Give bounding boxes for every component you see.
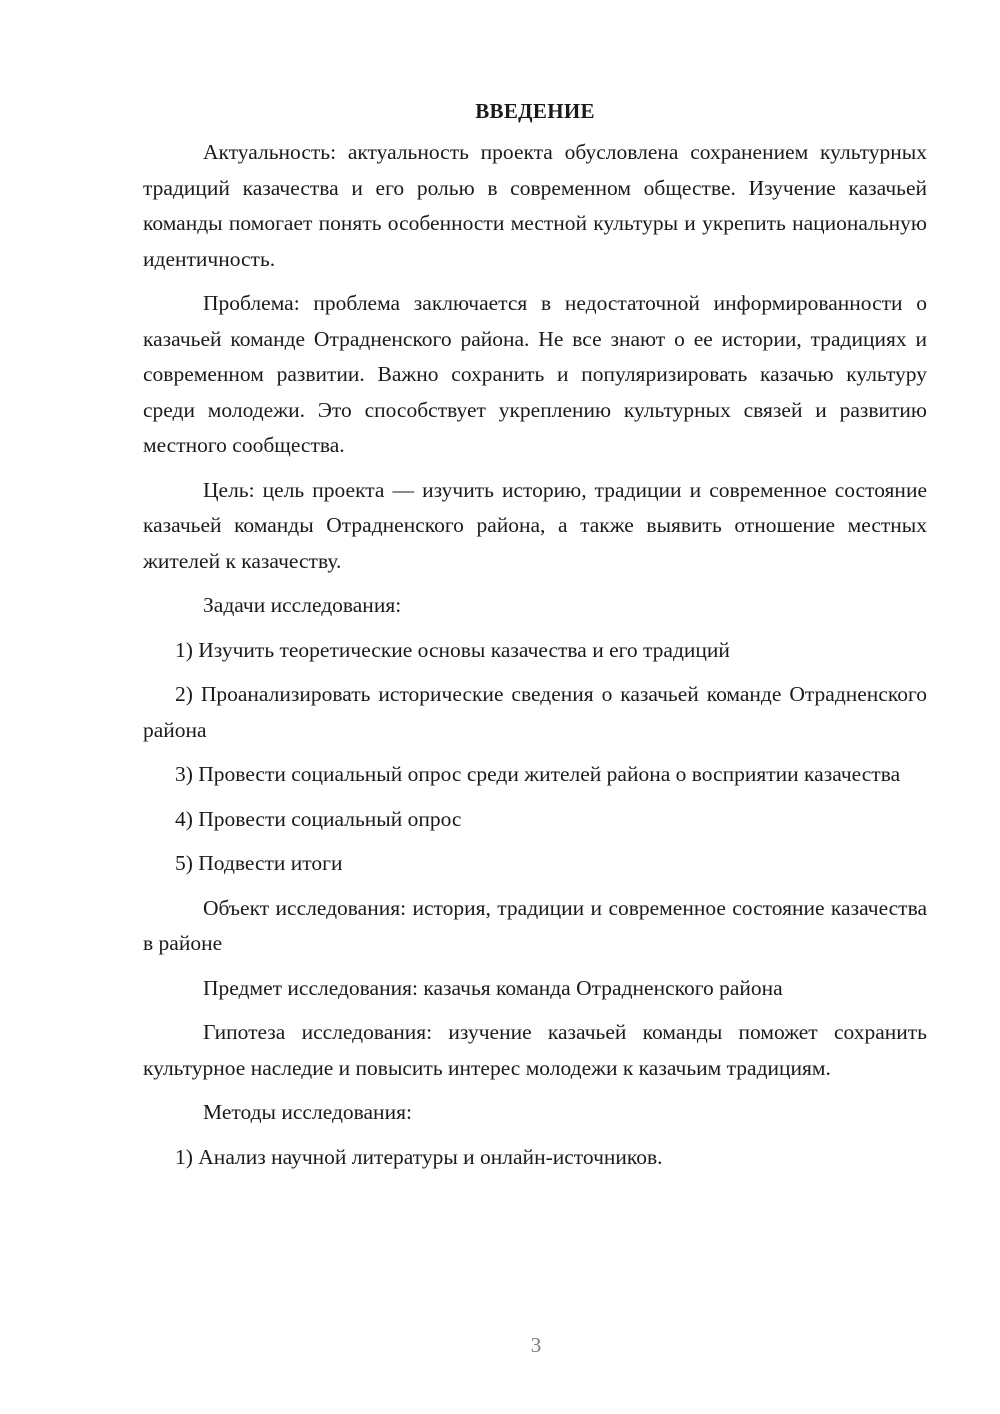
hypothesis-paragraph: Гипотеза исследования: изучение казачьей команды поможет сохранить культурное наследие и повысить интерес молодежи к казачьим традициям.	[143, 1020, 927, 1080]
method-item-1: 1) Анализ научной литературы и онлайн-источников.	[175, 1144, 663, 1169]
section-heading: ВВЕДЕНИЕ	[475, 99, 595, 123]
task-item-3: 3) Провести социальный опрос среди жителей района о восприятии казачества	[175, 762, 901, 786]
goal-paragraph: Цель: цель проекта — изучить историю, традиции и современное состояние казачьей команды Отрадненского района, а также выявить отношение местных жителей к казачеству.	[143, 477, 927, 573]
task-item-2: 2) Проанализировать исторические сведения о казачьей команде Отрадненского района	[143, 682, 927, 742]
page-number: 3	[530, 1333, 542, 1357]
relevance-paragraph: Актуальность: актуальность проекта обусловлена сохранением культурных традиций казачества и его ролью в современном обществе. Изучение казачьей команды помогает понять особенности местной культуры и укрепить национальную идентичность.	[143, 140, 927, 271]
subject-paragraph: Предмет исследования: казачья команда Отрадненского района	[203, 975, 783, 1000]
task-item-5: 5) Подвести итоги	[175, 851, 343, 875]
problem-paragraph: Проблема: проблема заключается в недостаточной информированности о казачьей команде Отрадненского района. Не все знают о ее истории, традициях и современном развитии. Важно сохранить и популяризировать казачью культуру среди молодежи. Это способствует укреплению культурных связей и развитию местного сообщества.	[143, 291, 927, 457]
task-item-1: 1) Изучить теоретические основы казачества и его традиций	[175, 637, 730, 662]
object-paragraph: Объект исследования: история, традиции и современное состояние казачества в районе	[143, 895, 927, 955]
task-item-4: 4) Провести социальный опрос	[175, 806, 462, 831]
document-page	[143, 93, 927, 1175]
methods-heading: Методы исследования:	[203, 1100, 412, 1124]
tasks-heading: Задачи исследования:	[203, 593, 402, 617]
